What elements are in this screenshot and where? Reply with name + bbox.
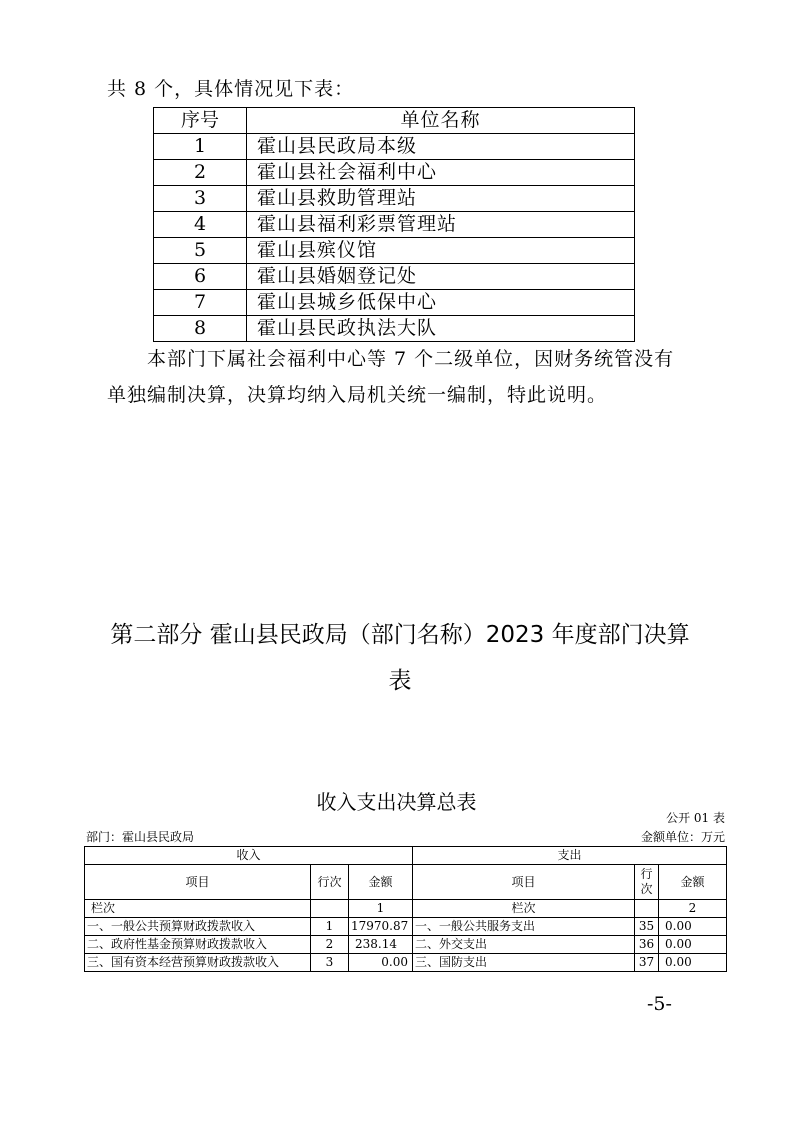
expense-header: 支出 [413,847,727,865]
form-number: 公开 01 表 [666,811,725,825]
row-serial: 1 [154,134,247,160]
lanci-1: 1 [349,900,413,918]
table-row [85,918,727,936]
units-table-header [154,108,635,134]
table-group-header [85,847,727,865]
table-row [154,264,635,290]
units-table [153,107,635,342]
row-serial: 7 [154,290,247,316]
row-serial: 8 [154,316,247,342]
part-title-line2: 表 [388,668,412,694]
lanci-empty2 [635,900,659,918]
table-row [154,186,635,212]
part-title-line1: 第二部分 霍山县民政局（部门名称）2023 年度部门决算 [110,622,690,648]
row-unit-name: 霍山县城乡低保中心 [247,290,635,316]
lanci-2: 2 [659,900,727,918]
expense-amount: 0.00 [659,936,727,954]
income-item: 二、政府性基金预算财政拨款收入 [85,936,311,954]
income-expense-table [84,846,727,972]
lanci-label2: 栏次 [413,900,635,918]
explanation-text: 本部门下属社会福利中心等 7 个二级单位，因财务统管没有单独编制决算，决算均纳入局机关统一编制，特此说明。 [107,348,675,406]
row-serial: 4 [154,212,247,238]
table-row [154,134,635,160]
col-amount2: 金额 [659,865,727,900]
table-row [154,160,635,186]
col-line2: 行次 [635,865,659,900]
col-item: 项目 [85,865,311,900]
income-line: 2 [311,936,349,954]
expense-line: 35 [635,918,659,936]
page-number: -5- [647,993,672,1015]
lanci-label: 栏次 [85,900,311,918]
table-row [85,936,727,954]
table-lanci-row [85,900,727,918]
income-amount: 0.00 [349,954,413,972]
table-column-header [85,865,727,900]
expense-amount: 0.00 [659,918,727,936]
amount-unit-label: 金额单位：万元 [640,830,725,844]
income-line: 3 [311,954,349,972]
department-label: 部门：霍山县民政局 [86,830,195,844]
row-serial: 2 [154,160,247,186]
income-line: 1 [311,918,349,936]
col-line: 行次 [311,865,349,900]
row-unit-name: 霍山县殡仪馆 [247,238,635,264]
row-unit-name: 霍山县民政执法大队 [247,316,635,342]
row-unit-name: 霍山县福利彩票管理站 [247,212,635,238]
expense-line: 36 [635,936,659,954]
row-unit-name: 霍山县救助管理站 [247,186,635,212]
table-title: 收入支出决算总表 [316,790,477,814]
header-unit-name: 单位名称 [247,108,635,134]
expense-amount: 0.00 [659,954,727,972]
part-title [100,612,700,704]
header-serial: 序号 [154,108,247,134]
row-serial: 6 [154,264,247,290]
income-header: 收入 [85,847,413,865]
table-row [154,238,635,264]
income-item: 一、一般公共预算财政拨款收入 [85,918,311,936]
intro-text: 共 8 个，具体情况见下表： [107,78,355,100]
table-row [154,212,635,238]
row-unit-name: 霍山县婚姻登记处 [247,264,635,290]
expense-item: 三、国防支出 [413,954,635,972]
col-item2: 项目 [413,865,635,900]
expense-item: 一、一般公共服务支出 [413,918,635,936]
income-amount: 17970.87 [349,918,413,936]
row-unit-name: 霍山县社会福利中心 [247,160,635,186]
table-row [154,290,635,316]
income-amount: 238.14 [349,936,413,954]
income-item: 三、国有资本经营预算财政拨款收入 [85,954,311,972]
expense-item: 二、外交支出 [413,936,635,954]
expense-line: 37 [635,954,659,972]
lanci-empty [311,900,349,918]
row-serial: 5 [154,238,247,264]
row-serial: 3 [154,186,247,212]
row-unit-name: 霍山县民政局本级 [247,134,635,160]
table-row [154,316,635,342]
col-amount: 金额 [349,865,413,900]
table-row [85,954,727,972]
explanation-paragraph [107,341,692,413]
